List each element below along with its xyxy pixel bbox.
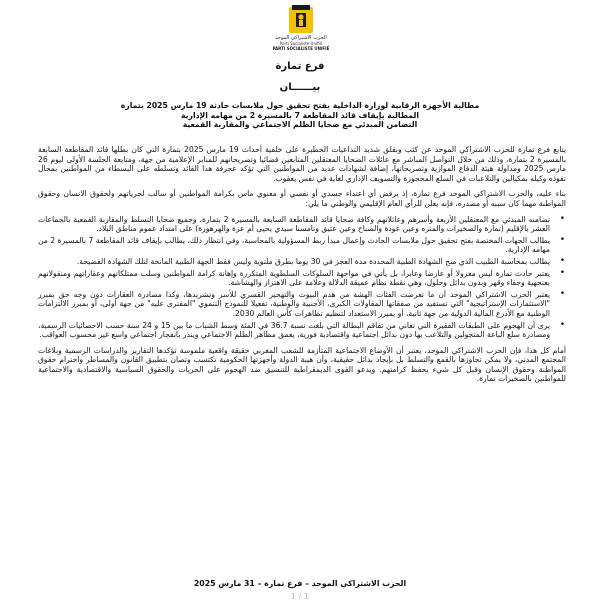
headline-line: مطالبة الأجهزة الرقابية لوزارة الداخلية بفتح تحقيق حول ملابسات حادثة 19 مارس 2025 بتمارة [120, 101, 480, 110]
headline-line: المطالبة بإيقاف قائد المقاطعة 7 بالمسيرة 2 من مهامه الإدارية [181, 110, 419, 120]
branch-name: فرع تمارة [275, 61, 325, 72]
statement-title: بيــــــان [279, 82, 321, 93]
intro-paragraph: يتابع فرع تمارة للحزب الاشتراكي الموحد عن كثب وبقلق شديد التداعيات الخطيرة على خلفية أحداث 19 مارس 2025 بتمارة التي كان بطلها قائد المقاطعة السابعة بالمسيرة 2 بتمارة، وذلك من خلال التواصل المباشر مع عائلات الضحايا المعتقلين المتابعين قضائيا وتصريحاتهم للمنابر الإعلامية من جهة، ومتابعة الجلسة الأولى ليوم 26 مارس 2025 ومداولة هيئة الدفاع الموازية وتصريحاتها، إضافة لشهادات عديد من المواطنين التي تؤكد عجرفة هذا القائد وتسلطه على البسطاء من المواطنين بمجال نفوذه وكيله بمكيالين والتلاعبات في السلع المحجوزة والتسويف الإداري لغاية في نفس يعقوب. [38, 145, 566, 183]
party-logo-icon [288, 4, 314, 34]
logo-text-french: PARTI SOCIALISTE UNIFIÉ [272, 46, 330, 51]
page-indicator: 1 / 1 [291, 592, 309, 601]
headline [0, 101, 600, 130]
list-item: • يطالب بمحاسبة الطبيب الذي منح الشهادة الطبية المحددة مدة العجز في 30 يوما بطرق ملتوية وليس فقط الجهة الطبية المانحة لتلك الشهادة الفضيحة. [38, 257, 554, 267]
signature: الحزب الاشتراكي الموحد – فرع تمارة – 31 مارس 2025 [193, 579, 407, 588]
list-item: • يرى أن الهجوم على الطبقات الفقيرة التي تعاني من تفاقم البطالة التي بلغت نسبة 36.7 في المئة وسط الشباب ما بين 15 و 24 سنة حسب الاحصائيات الرسمية، ومصادرة سلع الباعة المتجولين والتلاعب بها دون بدائل اجتماعية واقتصادية فورية، يعمق مظاهر الظلم الاجتماعي وينذر بانفجار اجتماعي واسع غير محسوب العواقب. [38, 321, 554, 340]
list-item: • يعتبر حادث تمارة ليس معزولا أو عارضا وعابرا، بل يأتي في مواجهة السلوكات السلطوية المتكررة وإهانة كرامة المواطنين وسلب ممتلكاتهم وعقاراتهم ومنقولاتهم بعنجهية وجفاء وقهر وبدون بدائل وحلول، وهي نقطة نظام عميقة الدلالة وعلامة على الاهتزاز والهشاشة. [38, 269, 554, 288]
logo-text-latin: Parti Socialiste Unifié [279, 41, 323, 46]
list-item: • يعتبر الحزب الاشتراكي الموحد أن ما تعرضت الفئات الهشة من هدم البيوت والتهجير القسري للأسر وتشريدها، وكذا مصادرة العقارات دون وجه حق بمبرر "الاستثمارات الإستراتيجية" التي تستفيد من صفقاتها المقاولات الكبرى، الأجنبية والوطنية، تفعيلا للنموذج التنموي "المفترى عليه" من جهة أولى، أو بمبرر الالتزامات الوطنية مع الأذرع المالية الدولية من جهة ثانية، أو بمبرر الاستعداد لتنظيم تظاهرات كأس العالم 2030. [38, 290, 554, 319]
logo-text-arabic: الحزب الاشتراكي الموحد [275, 35, 327, 41]
statement-body [38, 145, 566, 390]
list-item: • يطالب الجهات المختصة بفتح تحقيق حول ملابسات الحادث وإعمال مبدأ ربط المسؤولية بالمحاسبة، وفي انتظار ذلك، يطالب بإيقاف قائد المقاطعة 7 بالمسيرة 2 من مهامه الإدارية. [38, 236, 554, 255]
list-item: • تضامنه المبدئي مع المعتقلين الأربعة وأسرهم وعائلاتهم وكافة ضحايا قائد المقاطعة السابعة بالمسيرة 2 بتمارة، وجميع ضحايا التسلط والمقاربة القمعية بالجماعات العشر بالإقليم (تمارة والصخيرات والمنزه وعين عودة والصباح وعين عتيق وتامسنا سيدي يحيى أم عزة والهرهورة) على امتداد عموم مناطق البلاد. [38, 215, 554, 234]
closing-paragraph: أمام كل هذا، فإن الحزب الاشتراكي الموحد، يعتبر أن الأوضاع الاجتماعية المتأزمة للشعب المغربي حقيقة واقعية ملموسة تؤكدها التقارير والدراسات الرسمية وبلاغات المجتمع المدني، ولا يمكن تجاوزها بالقمع والتسلط بل بإيجاد بدائل حقيقية، وأن هيبة الدولة وأجهزتها الحكومية تكتسب وتصان بتطبيق القانون والمساطر واحترام حقوق المواطنة وحقوق الإنسان وقبل كل شيء بحفظ كرامتهم. ويدعو القوى الديمقراطية للتنسيق ضد الهجوم على الحريات والحقوق السياسية والاقتصادية والاجتماعية للمواطنين بالصخيرات تمارة. [38, 345, 566, 384]
points-list [38, 215, 566, 340]
declaration-paragraph: بناء عليه، والحزب الاشتراكي الموحد فرع تمارة، إذ يرفض أي اعتداء جسدي أو نفسي أو معنوي ماس بكرامة المواطنين أو سالب لحرياتهم ولحقوق الانسان وحقوق المواطنة مهما كان سببه أو مصدره، فإنه يعلن للرأي العام الإقليمي والوطني ما يلي: [38, 189, 566, 208]
party-logo [268, 4, 334, 54]
headline-line: التضامن المبدئي مع ضحايا الظلم الاجتماعي والمقاربة القمعية [182, 120, 418, 129]
